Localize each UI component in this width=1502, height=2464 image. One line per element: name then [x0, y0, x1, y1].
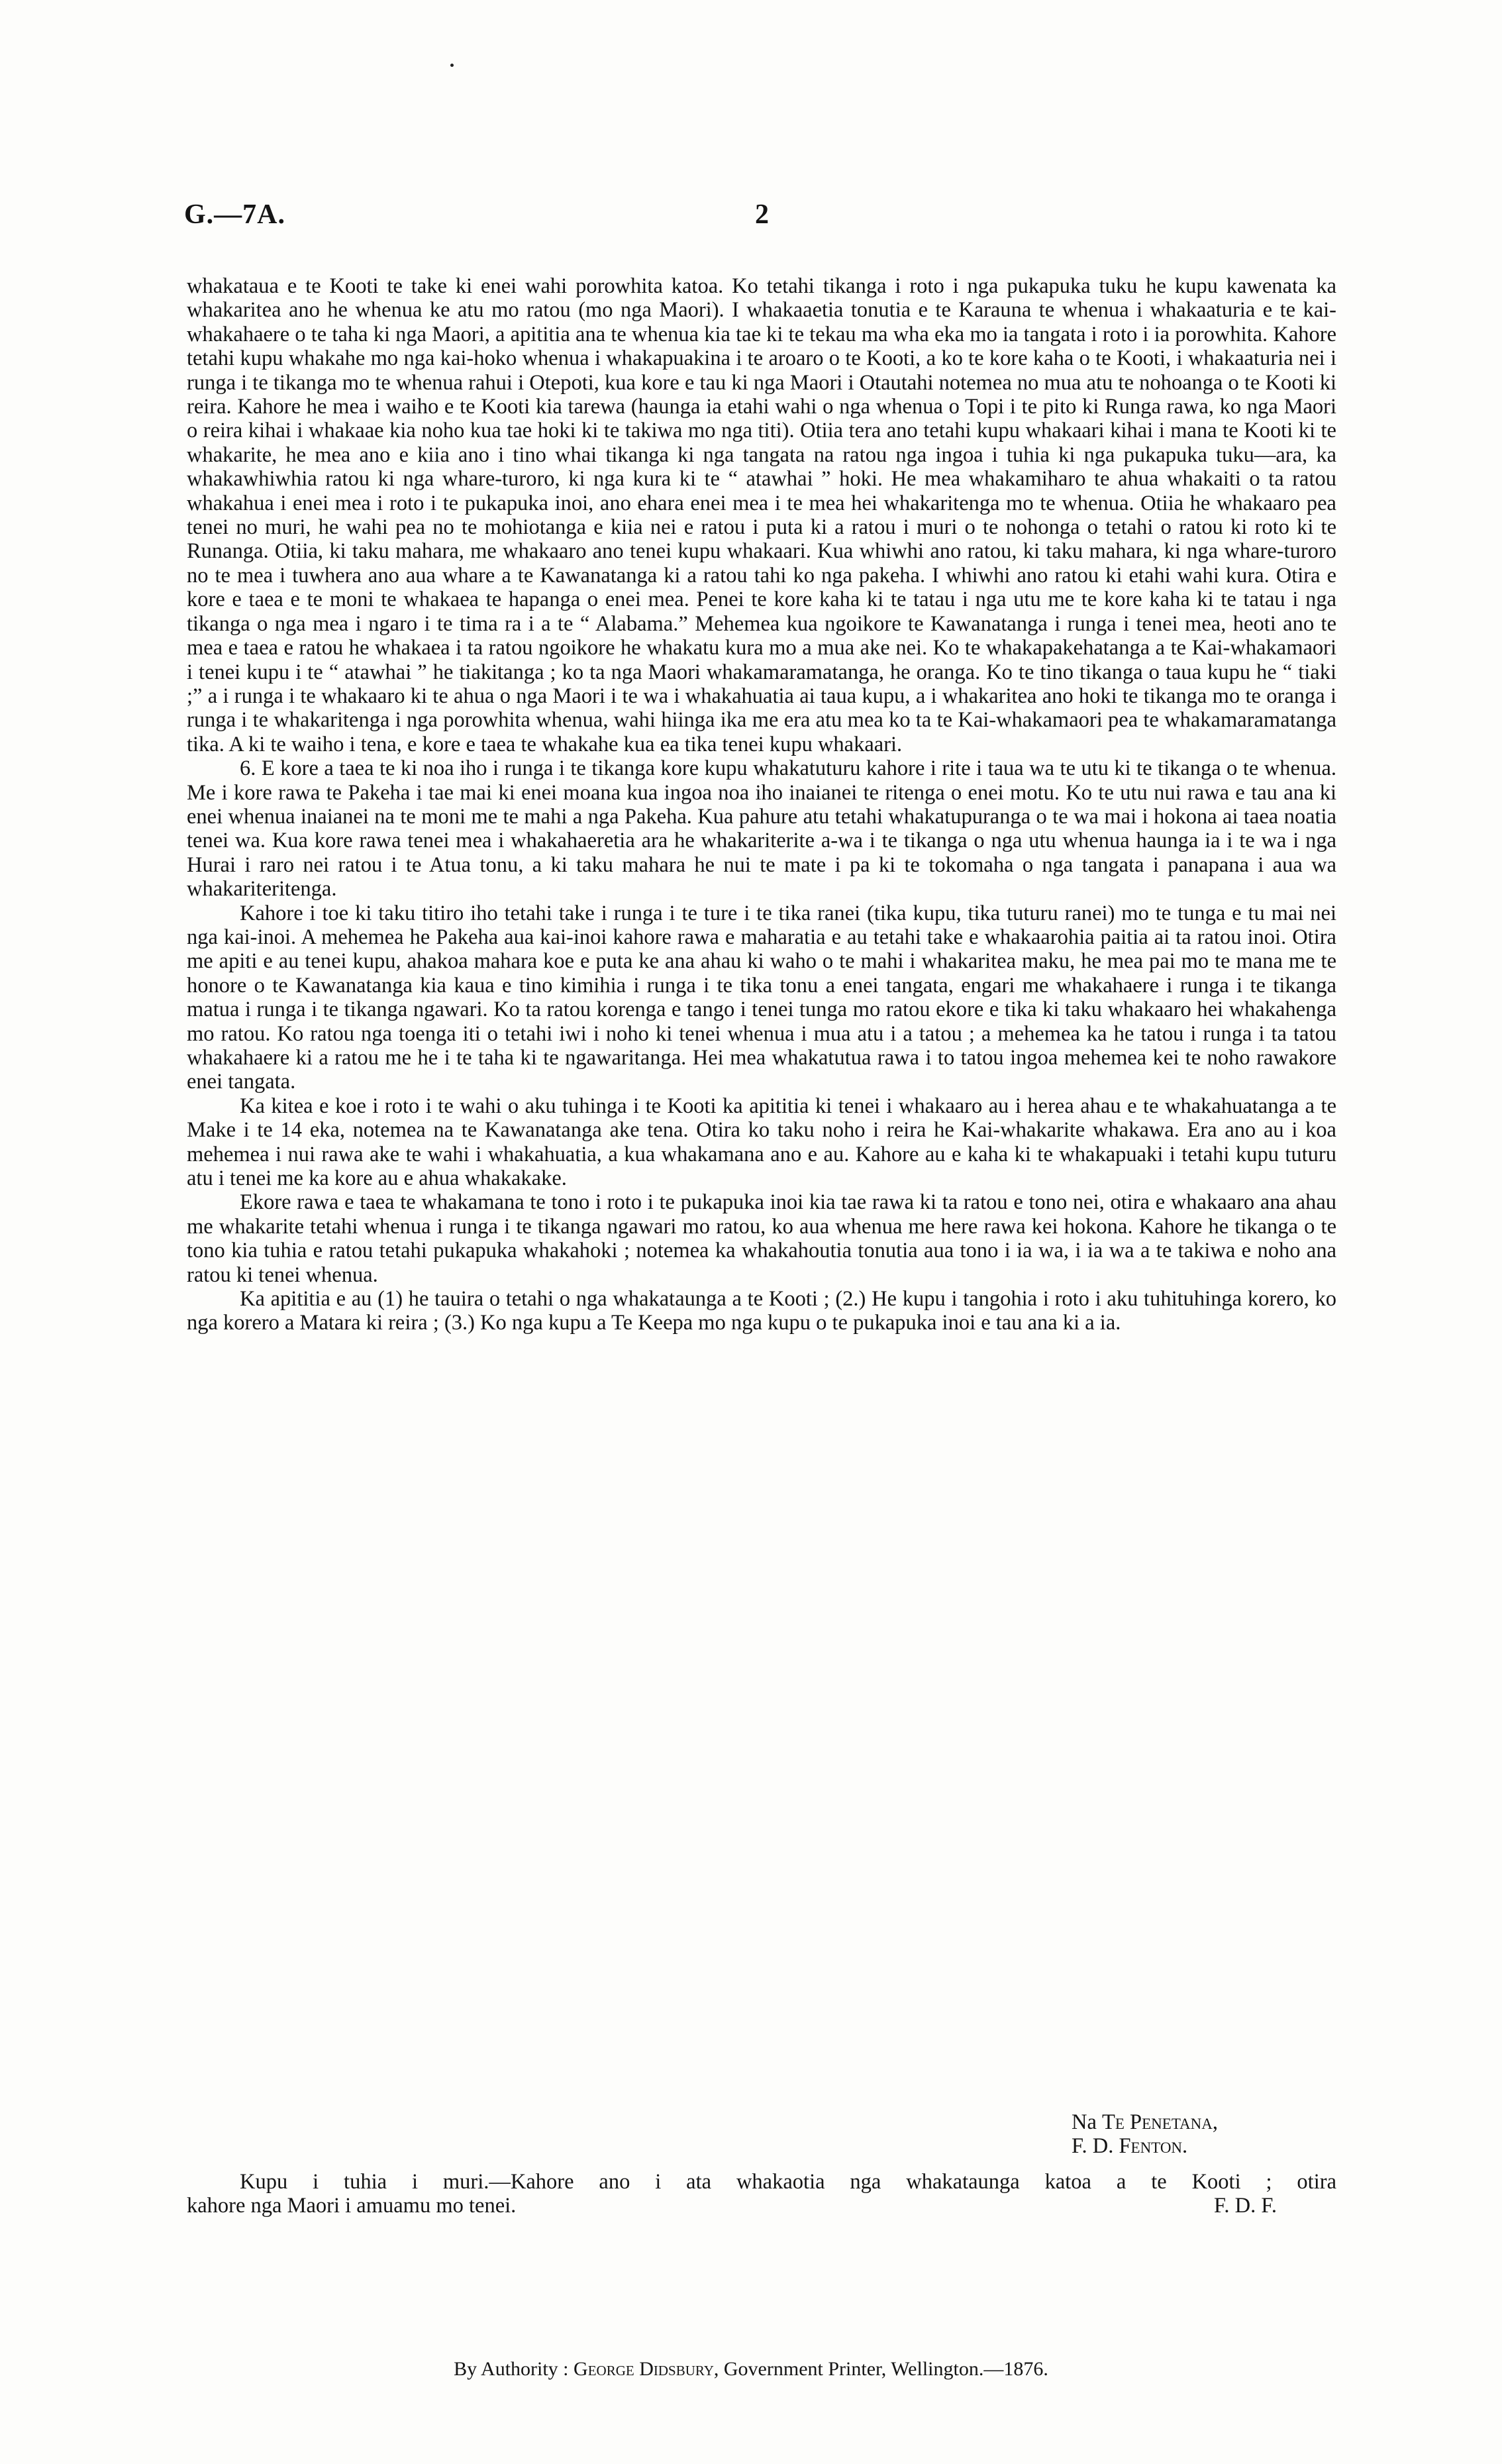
signatory-name: Te Penetana,: [1102, 2110, 1219, 2134]
postscript-line-2: kahore nga Maori i amuamu mo tenei.: [187, 2194, 517, 2218]
body-text: [187, 274, 1336, 1335]
printer-name: George Didsbury: [574, 2358, 714, 2380]
postscript-initials: F. D. F.: [1213, 2194, 1277, 2218]
paragraph-2: 6. E kore a taea te ki noa iho i runga i te tikanga kore kupu whakatuturu kahore i rite i taua wa te utu ki te tikanga o te whenua. Me i kore rawa te Pakeha i tae mai ki enei moana kua ingoa noa iho inaianei te ritenga o enei motu. Ko te utu nui rawa e tau ana ki enei whenua inaianei na te moni me te mahi a nga Pakeha. Kua pahure atu tetahi whakatupuranga o te wa mai i hokona ai taea noatia tenei wa. Kua kore rawa tenei mea i whakahaeretia ara he whakariterite a-wa i te tikanga o nga utu whenua haunga ia i te wa i nga Hurai i raro nei ratou i te Atua tonu, a ki taku mahara he nui te mate i pa ki te tokomaha o nga tangata i panapana i aua wa whakariteritenga.: [187, 756, 1336, 901]
signature-line-2: F. D. Fenton.: [1072, 2134, 1188, 2158]
postscript-line-2-row: [187, 2194, 1336, 2218]
print-speck: [450, 64, 454, 67]
paragraph-1: whakataua e te Kooti te take ki enei wahi porowhita katoa. Ko tetahi tikanga i roto i nga pukapuka tuku he kupu kawenata ka whakaritea ano he whenua ke atu mo ratou (mo nga Maori). I whakaaetia tonutia e te Karauna te whenua i whakaaturia e te kai-whakahaere o te taha ki nga Maori, a apititia ana te whenua kia tae ki te tekau ma wha eka mo ia tangata i roto i ia porowhita. Kahore tetahi kupu whakahe mo nga kai-hoko whenua i whakapuakina i te aroaro o te Kooti, a ko te kore kaha o te Kooti, i whakaaturia nei i runga i te tikanga mo te whenua rahui i Otepoti, kua kore e tau ki nga Maori i Otautahi notemea no mua atu te nohoanga o te Kooti ki reira. Kahore he mea i waiho e te Kooti kia tarewa (haunga ia etahi wahi o nga whenua o Topi i te pito ki Runga rawa, ko nga Maori o reira kihai i whakaae kia noho kua tae hoki ki te takiwa mo nga titi). Otiia tera ano tetahi kupu whakaari kihai i mana te Kooti ki te whakarite, he mea ano e kiia ano i tino whai tikanga ki nga tangata na ratou nga ingoa i tuhia ki nga pukapuka tuku—ara, ka whakawhiwhia ratou ki nga whare-turoro, ki nga kura ki te “ atawhai ” hoki. He mea whakamiharo te ahua whakaiti o ta ratou whakahua i enei mea i roto i te pukapuka inoi, ano ehara enei mea i te mea hei whakaritenga mo te whenua. Otiia he whakaaro pea tenei no muri, he wahi pea no te mohiotanga e kiia nei e ratou i puta ki a ratou i muri o te nohonga o tetahi o ratou ki roto ki te Runanga. Otiia, ki taku mahara, me whakaaro ano tenei kupu whakaari. Kua whiwhi ano ratou, ki taku mahara, ki nga whare-turoro no te mea i tuwhera ano aua whare a te Kawanatanga ki a ratou tahi ko nga pakeha. I whiwhi ano ratou ki etahi wahi kura. Otira e kore e taea e te moni te whakaea te hapanga o enei mea. Penei te kore kaha ki te tatau i nga utu me te kore kaha ki te tatau i nga tikanga o nga mea i ngaro i te tima ra i a te “ Alabama.” Mehemea kua ngoikore te Kawanatanga i runga i tenei mea, heoti ano te mea e taea e ratou he whakaea i ta ratou ngoikore he whakatu kura mo a mua ake nei. Ko te whakapakehatanga a te Kai-whakamaori i tenei kupu i te “ atawhai ” he tiakitanga ; ko ta nga Maori whakamaramatanga, he oranga. Ko te tino tikanga o taua kupu he “ tiaki ;” a i runga i te whakaaro ki te ahua o nga Maori i te wa i whakahuatia ai taua kupu, a i whakaritea ano hoki te tikanga mo te oranga i runga i te whakaritenga i nga porowhita whenua, wahi hiinga ika me era atu mea ko ta te Kai-whakamaori pea te whakamaramatanga tika. A ki te waiho i tena, e kore e taea te whakahe kua ea tika tenei kupu whakaari.: [187, 274, 1336, 756]
postscript-line-1: Kupu i tuhia i muri.—Kahore ano i ata whakaotia nga whakataunga katoa a te Kooti ; otira: [240, 2170, 1336, 2194]
paragraph-5: Ekore rawa e taea te whakamana te tono i roto i te pukapuka inoi kia tae rawa ki ta ratou e tono nei, otira e whakaaro ana ahau me whakarite tetahi whenua i runga i te tikanga ngawari mo ratou, ko aua whenua me here rawa kei hokona. Kahore he tikanga o te tono kia tuhia e ratou tetahi pukapuka whakahoki ; notemea ka whakahoutia tonutia aua tono i ia wa, i ia wa a te takiwa e noho ana ratou ki tenei whenua.: [187, 1190, 1336, 1287]
postscript: [187, 2170, 1336, 2218]
signature-line-1: Na Te Penetana,: [1072, 2110, 1219, 2134]
paragraph-3: Kahore i toe ki taku titiro iho tetahi take i runga i te ture i te tika ranei (tika kupu, tika tuturu ranei) mo te tunga e tu mai nei nga kai-inoi. A mehemea he Pakeha aua kai-inoi kahore rawa e maharatia e au tetahi take e whakaarohia paitia ai ta ratou inoi. Otira me apiti e au tenei kupu, ahakoa mahara koe e puta ke ana ahau ki waho o te mahi i whakaritea maku, he mea pai mo te mana me te honore o te Kawanatanga kia kaua e tino kimihia i runga i te tika tonu a enei tangata, engari me whakahaere i runga i te tikanga matua i runga i te tikanga ngawari. Ko ta ratou korenga e tango i tenei tunga mo ratou ekore e tika ki taku whakaaro hei whakahenga mo ratou. Ko ratou nga toenga iti o tetahi iwi i noho ki tenei whenua i mua atu i a tatou ; a mehemea ka he tatou i runga i ta tatou whakahaere ki a ratou me he i te taha ki te ngawaritanga. Hei mea whakatutua rawa i to tatou ingoa mehemea kei te noho rawakore enei tangata.: [187, 901, 1336, 1094]
printer-imprint: By Authority : George Didsbury, Government Printer, Wellington.—1876.: [454, 2358, 1048, 2380]
paragraph-6: Ka apititia e au (1) he tauira o tetahi o nga whakataunga a te Kooti ; (2.) He kupu i tangohia i roto i aku tuhituhinga korero, ko nga korero a Matara ki reira ; (3.) Ko nga kupu a Te Keepa mo nga kupu o te pukapuka inoi e tau ana ki a ia.: [187, 1287, 1336, 1335]
signatory-surname: Fenton.: [1119, 2134, 1188, 2158]
paragraph-4: Ka kitea e koe i roto i te wahi o aku tuhinga i te Kooti ka apititia ki tenei i whakaaro au i herea ahau e te whakahuatanga a te Make i te 14 eka, notemea na te Kawanatanga ake tena. Otira ko taku noho i reira he Kai-whakarite whakawa. Era ano au i koa mehemea i nui rawa ake te wahi i whakahuatia, a kua whakamana ano e au. Kahore au e kaha ki te whakapuaki i tetahi kupu tuturu atu i tenei me ka kore au e ahua whakakake.: [187, 1094, 1336, 1191]
document-reference: G.—7A.: [184, 199, 285, 230]
page-number: 2: [755, 199, 769, 230]
